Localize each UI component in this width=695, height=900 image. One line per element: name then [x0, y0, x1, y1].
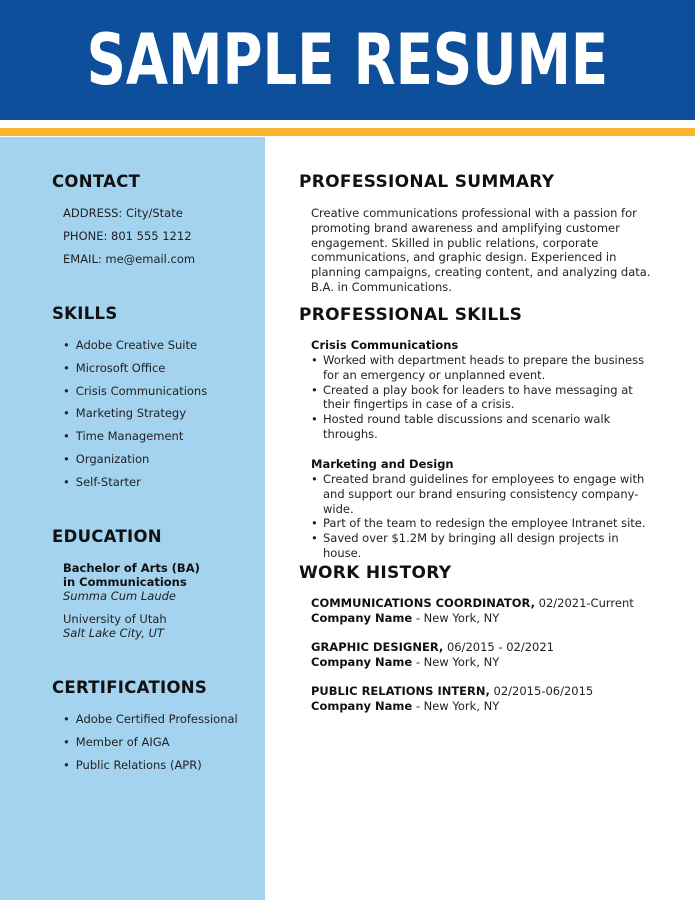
skill-bullet: • Worked with department heads to prepare the business for an emergency or unplanned event.: [311, 353, 651, 383]
resume-title: SAMPLE RESUME: [86, 19, 609, 101]
skill-group-bullets: [311, 472, 651, 561]
contact-address: ADDRESS: City/State: [63, 206, 183, 220]
skill-bullet: • Saved over $1.2M by bringing all design projects in house.: [311, 531, 651, 561]
job-location: - New York, NY: [412, 655, 500, 669]
professional-skills-heading: PROFESSIONAL SKILLS: [299, 305, 523, 325]
skill-group-title: Marketing and Design: [311, 457, 454, 471]
skills-item: • Crisis Communications: [63, 384, 207, 407]
company-name: Company Name: [311, 655, 413, 669]
company-name: Company Name: [311, 699, 413, 713]
work-history-entry: [311, 640, 681, 670]
certification-item: • Member of AIGA: [63, 735, 238, 758]
education-degree: [63, 562, 253, 603]
contact-heading: CONTACT: [52, 172, 141, 191]
job-title: COMMUNICATIONS COORDINATOR,: [311, 596, 535, 610]
header-divider-gold: [0, 128, 695, 136]
resume-header: [0, 0, 695, 120]
work-history-entry: [311, 596, 681, 626]
work-history-entry: [311, 684, 681, 714]
skill-bullet: • Part of the team to redesign the employee Intranet site.: [311, 516, 651, 531]
skills-item: • Time Management: [63, 429, 207, 452]
degree-honors: Summa Cum Laude: [63, 589, 176, 603]
summary-text: Creative communications professional with a passion for promoting brand awareness and amplifying customer engagement. Skilled in public relations, corporate communications, and graphic design. Experienced in planning campaigns, creating content, and analyzing data. B.A. in Communications.: [311, 206, 651, 294]
skills-item: • Microsoft Office: [63, 361, 207, 384]
skill-bullet: • Created brand guidelines for employees to engage with and support our brand ensuring consistency company-wide.: [311, 472, 651, 516]
job-location: - New York, NY: [412, 611, 500, 625]
education-heading: EDUCATION: [52, 527, 162, 546]
job-title: PUBLIC RELATIONS INTERN,: [311, 684, 490, 698]
skill-group-bullets: [311, 353, 651, 442]
company-name: Company Name: [311, 611, 413, 625]
school-location: Salt Lake City, UT: [63, 626, 164, 640]
certifications-heading: CERTIFICATIONS: [52, 678, 208, 697]
skill-bullet: • Created a play book for leaders to have messaging at their fingertips in case of a crisis.: [311, 383, 651, 413]
job-title: GRAPHIC DESIGNER,: [311, 640, 444, 654]
job-dates: 02/2015-06/2015: [489, 684, 594, 698]
contact-email: EMAIL: me@email.com: [63, 252, 196, 266]
certifications-list: [63, 712, 238, 780]
certification-item: • Adobe Certified Professional: [63, 712, 238, 735]
skills-item: • Marketing Strategy: [63, 406, 207, 429]
job-location: - New York, NY: [412, 699, 500, 713]
certification-item: • Public Relations (APR): [63, 758, 238, 781]
skill-bullet: • Hosted round table discussions and scenario walk throughs.: [311, 412, 651, 442]
skills-item: • Adobe Creative Suite: [63, 338, 207, 361]
degree-line-1: Bachelor of Arts (BA): [63, 561, 200, 575]
skills-item: • Self-Starter: [63, 475, 207, 498]
job-dates: 02/2021-Current: [534, 596, 634, 610]
education-school: [63, 612, 253, 640]
skills-heading: SKILLS: [52, 304, 118, 323]
skills-list: [63, 338, 207, 498]
degree-line-2: in Communications: [63, 574, 187, 589]
summary-heading: PROFESSIONAL SUMMARY: [299, 172, 555, 192]
work-history-heading: WORK HISTORY: [299, 563, 452, 583]
skill-group-title: Crisis Communications: [311, 338, 459, 352]
job-dates: 06/2015 - 02/2021: [443, 640, 554, 654]
skills-item: • Organization: [63, 452, 207, 475]
school-name: University of Utah: [63, 612, 167, 626]
header-divider-white: [0, 120, 695, 128]
contact-phone: PHONE: 801 555 1212: [63, 229, 192, 243]
